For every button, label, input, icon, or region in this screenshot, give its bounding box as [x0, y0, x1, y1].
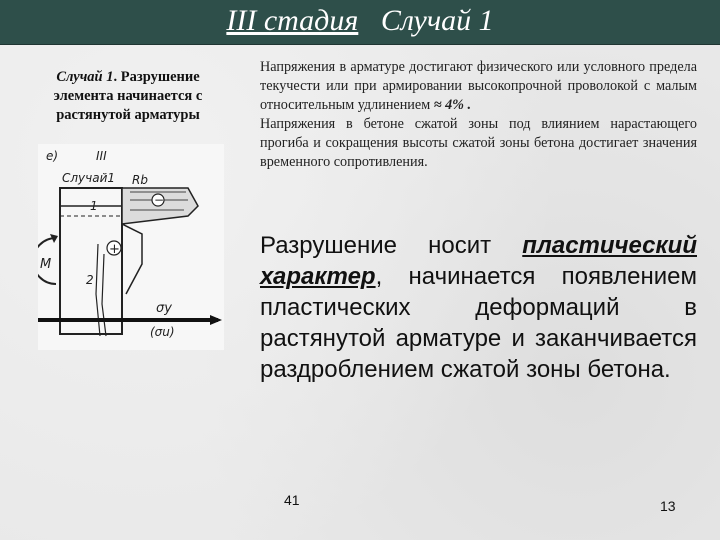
paragraph-large-emphasis: пластический характер [260, 232, 697, 290]
crack-line-2 [102, 254, 106, 336]
figure-label-m: M [40, 257, 52, 272]
plus-sign: + [109, 242, 120, 257]
figure-label-sigma: σy [156, 301, 172, 316]
crack-line-1 [96, 244, 100, 336]
paragraph-small-line2: Напряжения в бетоне сжатой зоны под влиянием нарастающего прогиба и сокращения высоты сжатой зоны бетона достигает значения временного сопротивления. [260, 116, 697, 170]
figure-label-one: 1 [90, 199, 98, 213]
caption-text: . Разрушение элемента начинается с растянутой арматуры [53, 69, 203, 123]
title-case: Случай 1 [380, 4, 494, 37]
figure-label-rb: Rb [132, 173, 148, 187]
title-bar [0, 0, 720, 45]
page-number-right: 13 [660, 498, 676, 514]
caption-case: Случай 1 [56, 69, 114, 85]
text-paragraph-large [260, 230, 697, 385]
figure-label-e: е) [46, 149, 59, 163]
title-stage: III стадия [226, 4, 359, 37]
figure-caption [28, 68, 228, 125]
stress-diagram [38, 144, 224, 350]
paragraph-large-part2: , начинается появлением пластических деформаций в растянутой арматуре и заканчивается раздроблением сжатой зоны бетона. [260, 263, 697, 383]
text-paragraph-small [260, 58, 697, 172]
figure-label-stage: III [96, 149, 107, 163]
figure-label-sigma-u: (σu) [150, 325, 175, 339]
paragraph-large-part1: Разрушение носит [260, 232, 523, 259]
page-number-left: 41 [284, 492, 300, 508]
slide-title [0, 4, 720, 38]
paragraph-small-line1: Напряжения в арматуре достигают физического или условного предела текучести или при армировании высокопрочной проволокой с малым относительным удлинением [260, 59, 697, 113]
tension-curve [122, 224, 142, 294]
figure-label-two: 2 [86, 273, 94, 287]
figure-label-case: Случай1 [62, 171, 116, 185]
paragraph-small-value: ≈ 4% . [433, 97, 472, 113]
minus-sign: − [154, 193, 165, 207]
bar-arrow [210, 315, 222, 325]
stress-diagram-figure [38, 144, 224, 350]
